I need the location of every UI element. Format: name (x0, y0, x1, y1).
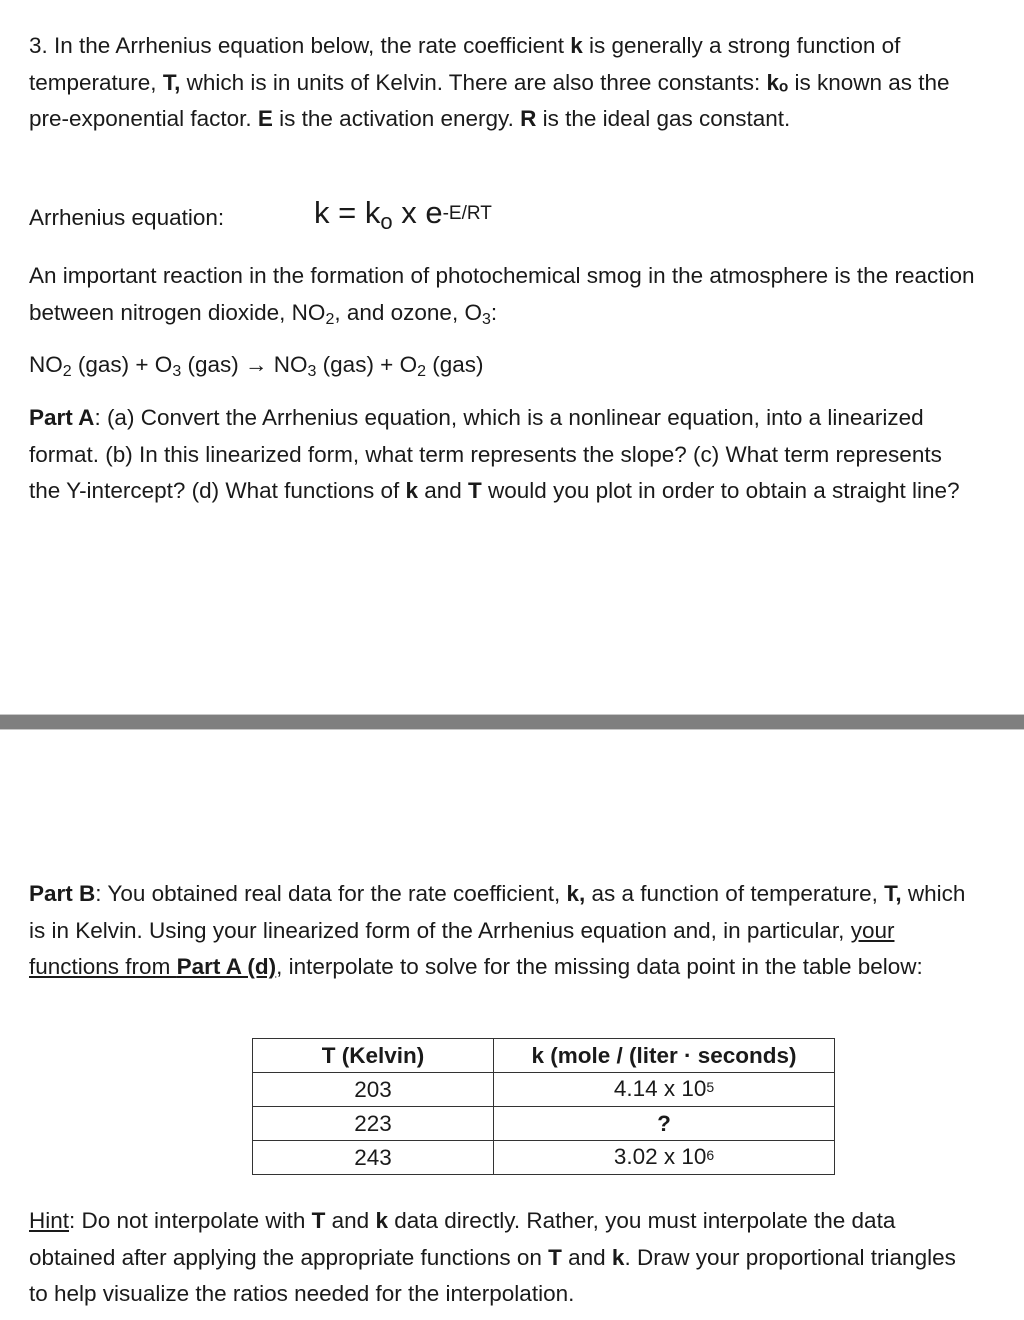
rate-cell-missing: ? (494, 1107, 835, 1141)
table-row (253, 1073, 835, 1107)
temperature-cell: 223 (253, 1107, 494, 1141)
part-b-label: Part B (29, 881, 96, 906)
hint-text: Hint: Do not interpolate with T and k data directly. Rather, you must interpolate the data obtained after applying the appropriate functions on T and k. Draw your proportional triangles to help visualize the ratios needed for the interpolation. (29, 1208, 956, 1306)
table-row (253, 1107, 835, 1141)
equation-label: Arrhenius equation: (29, 205, 225, 230)
part-a-question: Part A: (a) Convert the Arrhenius equation, which is a nonlinear equation, into a linearized format. (b) In this linearized form, what term represents the slope? (c) What term represents the Y-intercept? (d) What functions of k and T would you plot in order to obtain a straight line? (29, 405, 960, 503)
arrhenius-equation: k = ko x $e^{-E/RT}$ (314, 195, 492, 234)
header-rate-coefficient: k (mole / (liter · seconds) (494, 1039, 835, 1073)
temperature-cell: 203 (253, 1073, 494, 1107)
part-a-label: Part A (29, 405, 95, 430)
problem-intro: 3. In the Arrhenius equation below, the rate coefficient k is generally a strong function of temperature, T, which is in units of Kelvin. There are also three constants: kₒ is known as the pre-exponential factor. E is the activation energy. R is the ideal gas constant. (29, 33, 950, 131)
table-header-row (253, 1039, 835, 1073)
section-divider (0, 714, 1024, 730)
temperature-cell: 243 (253, 1141, 494, 1175)
table-row (253, 1141, 835, 1175)
rate-cell: 3.02 x $10^6$ (494, 1141, 835, 1175)
problem-number: 3. (29, 33, 48, 58)
rate-cell: 4.14 x $10^5$ (494, 1073, 835, 1107)
header-temperature: T (Kelvin) (253, 1039, 494, 1073)
data-table (252, 1038, 835, 1175)
part-b-question: Part B: You obtained real data for the rate coefficient, k, as a function of temperature, T, which is in Kelvin. Using your linearized form of the Arrhenius equation and, in particular, your functions from Part A (d), interpolate to solve for the missing data point in the table below: (29, 881, 966, 979)
reaction-intro: An important reaction in the formation of photochemical smog in the atmosphere is the reaction between nitrogen dioxide, NO2, and ozone, O3: (29, 263, 975, 328)
chemical-reaction: NO2 (gas) + O3 (gas) → NO3 (gas) + O2 (gas) (29, 352, 484, 380)
hint-label: Hint (29, 1208, 70, 1233)
